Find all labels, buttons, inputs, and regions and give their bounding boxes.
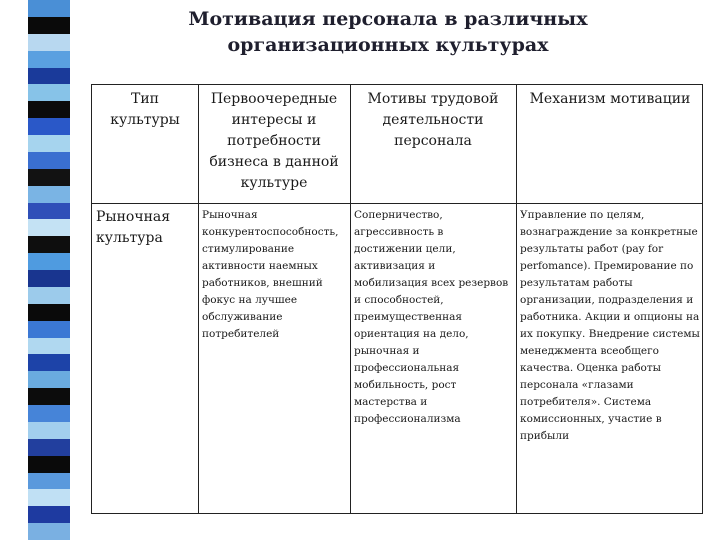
stripe-block	[28, 17, 70, 34]
cell-motivation-mechanism: Управление по целям, вознаграждение за конкретные результаты работ (pay for perfomance). Премирование по результатам работы организации, подразделения и работника. Акции и опционы на их покупку. Внедрение системы менеджмента всеобщего качества. Оценка работы персонала «глазами потребителя». Система комиссионных, участие в прибыли	[520, 209, 700, 442]
stripe-block	[28, 101, 70, 118]
header-divider	[92, 203, 702, 204]
stripe-block	[28, 439, 70, 456]
header-work-motives: Мотивы трудовой деятельности персонала	[367, 91, 499, 149]
motivation-table	[91, 84, 703, 514]
stripe-block	[28, 371, 70, 388]
stripe-block	[28, 304, 70, 321]
stripe-block	[28, 152, 70, 169]
stripe-block	[28, 287, 70, 304]
stripe-block	[28, 405, 70, 422]
stripe-block	[28, 203, 70, 220]
stripe-block	[28, 354, 70, 371]
stripe-block	[28, 422, 70, 439]
stripe-block	[28, 456, 70, 473]
cell-culture-type: Рыночная культура	[96, 209, 171, 246]
stripe-block	[28, 236, 70, 253]
stripe-block	[28, 0, 70, 17]
page-title: Мотивация персонала в различных организационных культурах	[188, 8, 588, 56]
cell-work-motives: Соперничество, агрессивность в достижении цели, активизация и мобилизация всех резервов и способностей, преимущественная ориентация на дело, рыночная и профессиональная мобильность, рост мастерства и профессионализма	[354, 209, 509, 425]
stripe-block	[28, 321, 70, 338]
stripe-block	[28, 169, 70, 186]
stripe-block	[28, 270, 70, 287]
stripe-block	[28, 489, 70, 506]
stripe-block	[28, 473, 70, 490]
stripe-block	[28, 523, 70, 540]
header-motivation-mechanism: Механизм мотивации	[529, 91, 691, 107]
stripe-block	[28, 135, 70, 152]
stripe-block	[28, 338, 70, 355]
header-culture-type: Тип культуры	[110, 91, 180, 128]
header-business-interests: Первоочередные интересы и потребности бизнеса в данной культуре	[209, 91, 339, 191]
stripe-block	[28, 506, 70, 523]
stripe-block	[28, 388, 70, 405]
stripe-block	[28, 118, 70, 135]
stripe-block	[28, 219, 70, 236]
stripe-block	[28, 68, 70, 85]
cell-business-interests: Рыночная конкурентоспособность, стимулирование активности наемных работников, внешний фокус на лучшее обслуживание потребителей	[202, 209, 339, 340]
stripe-block	[28, 253, 70, 270]
stripe-block	[28, 186, 70, 203]
stripe-block	[28, 84, 70, 101]
stripe-block	[28, 34, 70, 51]
decorative-stripe	[28, 0, 70, 540]
stripe-block	[28, 51, 70, 68]
